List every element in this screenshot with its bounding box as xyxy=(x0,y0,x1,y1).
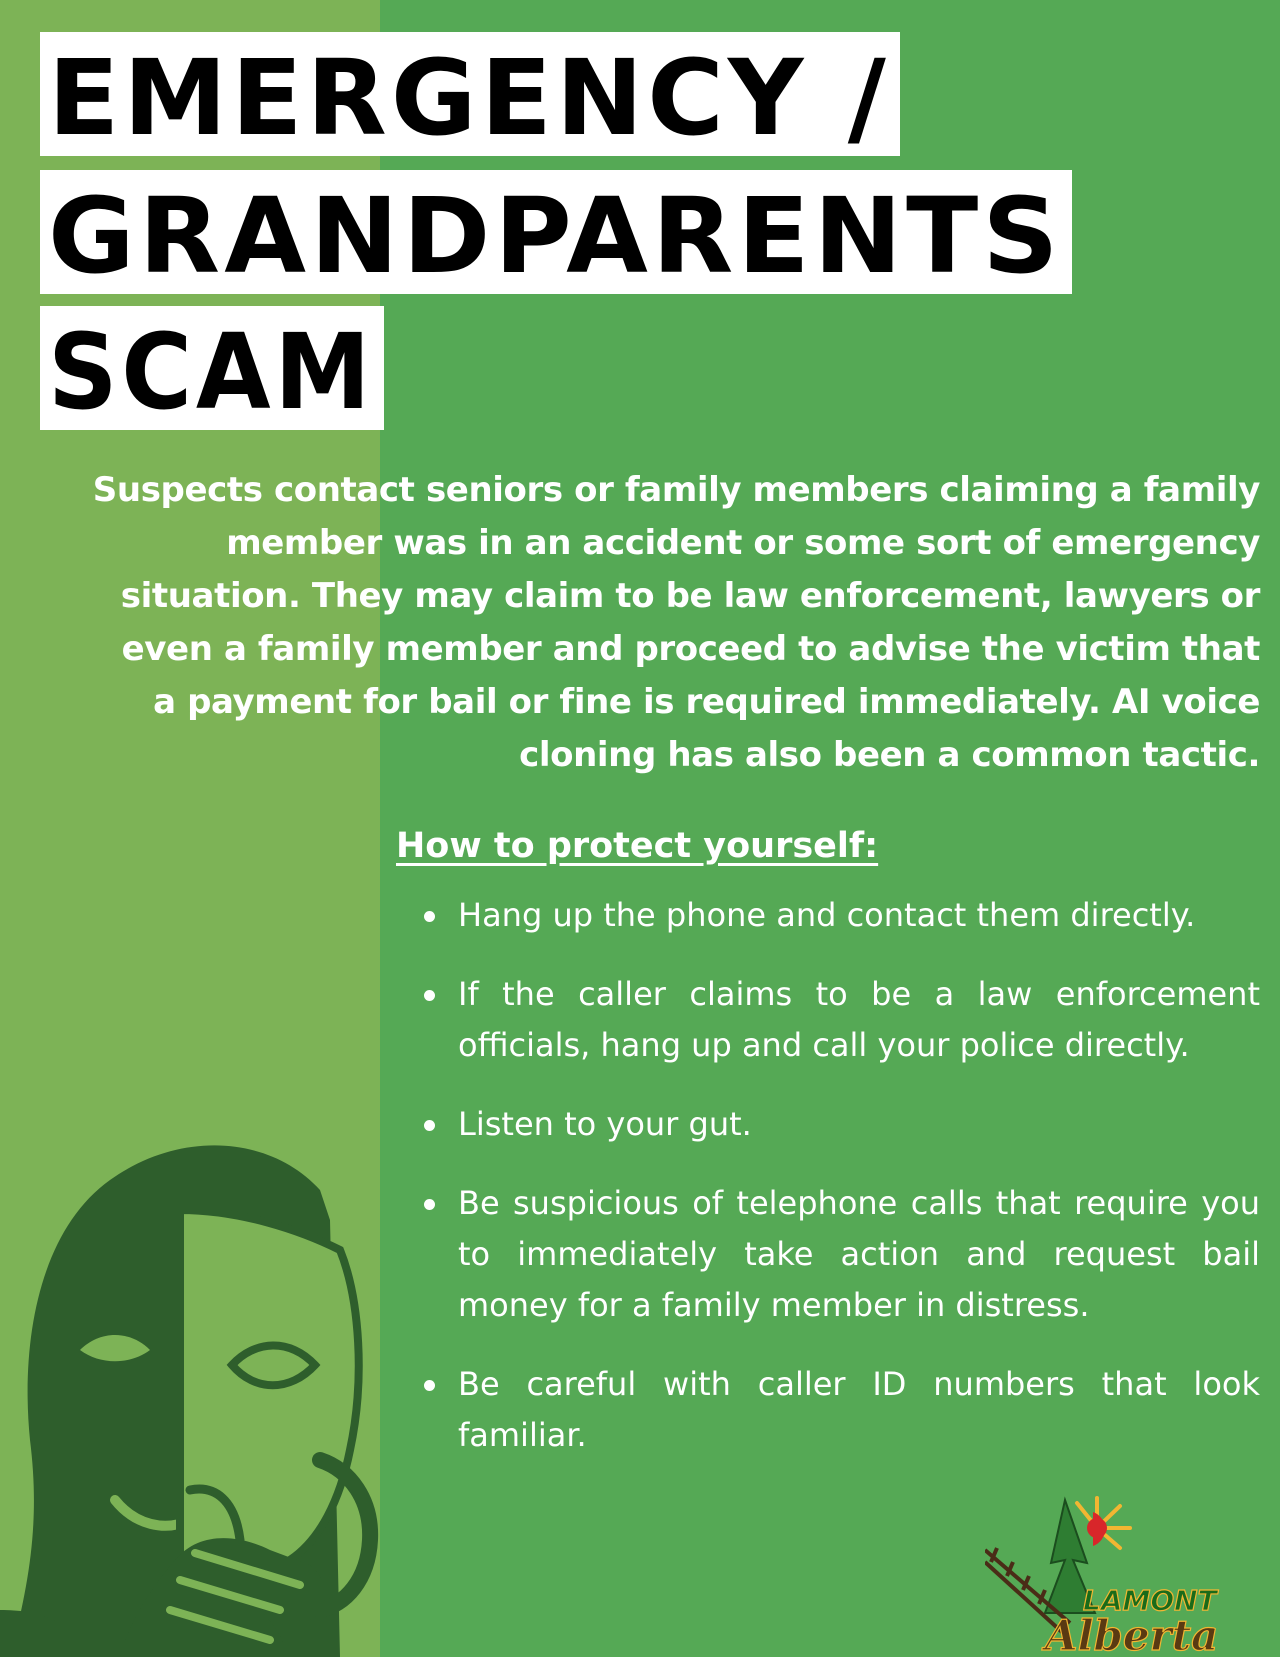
title-line-1-box xyxy=(40,32,900,159)
title-line-1: EMERGENCY / xyxy=(48,37,890,159)
tip-text: Be suspicious of telephone calls that require you to immediately take action and request bail money for a family member in distress. xyxy=(458,1184,1260,1324)
tip-text: If the caller claims to be a law enforcement officials, hang up and call your police directly. xyxy=(458,975,1260,1064)
tip-item xyxy=(424,969,1260,1071)
tip-item xyxy=(424,1178,1260,1331)
logo-lamont-text: LAMONT xyxy=(1083,1584,1217,1617)
protect-heading: How to protect yourself: xyxy=(396,826,879,866)
title-line-2-box xyxy=(40,170,1072,297)
title-line-2: GRANDPARENTS xyxy=(48,175,1063,297)
bullet-icon xyxy=(424,990,435,1001)
logo-alberta-text: Alberta xyxy=(1045,1611,1219,1657)
tip-item xyxy=(424,890,1260,941)
tip-item xyxy=(424,1099,1260,1150)
mask-face-icon xyxy=(0,1140,440,1657)
tip-text: Listen to your gut. xyxy=(458,1105,752,1143)
bullet-icon xyxy=(424,1120,435,1131)
tip-text: Hang up the phone and contact them directly. xyxy=(458,896,1196,934)
title-line-3: SCAM xyxy=(48,311,375,433)
tips-list xyxy=(424,890,1260,1489)
tip-item xyxy=(424,1359,1260,1461)
intro-paragraph: Suspects contact seniors or family members claiming a family member was in an accident or some sort of emergency situation. They may claim to be law enforcement, lawyers or even a family member and proceed to advise the victim that a payment for bail or fine is required immediately. AI voice cloning has also been a common tactic. xyxy=(92,470,1260,775)
tip-text: Be careful with caller ID numbers that look familiar. xyxy=(458,1365,1260,1454)
lamont-alberta-logo xyxy=(985,1488,1275,1657)
title-line-3-box xyxy=(40,306,384,433)
bullet-icon xyxy=(424,911,435,922)
